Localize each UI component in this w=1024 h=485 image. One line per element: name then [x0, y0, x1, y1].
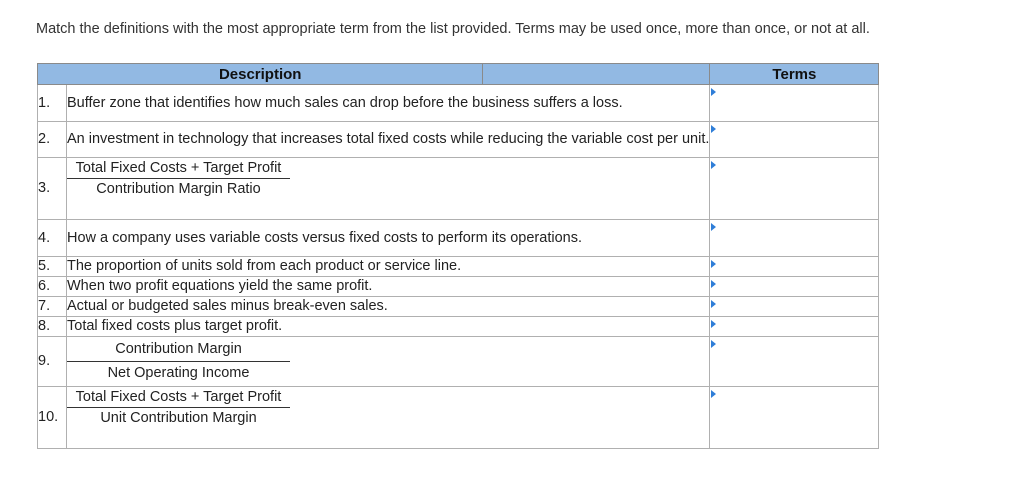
formula-fraction	[67, 387, 290, 429]
description-header: Description	[38, 64, 483, 85]
term-select-9[interactable]	[710, 337, 879, 387]
formula-denominator: Contribution Margin Ratio	[96, 181, 261, 197]
dropdown-marker-icon	[711, 88, 716, 96]
row-description: Actual or budgeted sales minus break-even sales.	[67, 297, 710, 317]
formula-denominator: Net Operating Income	[107, 365, 250, 381]
term-select-6[interactable]	[710, 277, 879, 297]
term-select-8[interactable]	[710, 317, 879, 337]
table-row	[38, 297, 879, 317]
formula-cell-blank	[483, 387, 710, 449]
table-row	[38, 277, 879, 297]
formula-cell	[67, 337, 483, 387]
table-row	[38, 122, 879, 158]
dropdown-marker-icon	[711, 280, 716, 288]
row-description: An investment in technology that increases total fixed costs while reducing the variable cost per unit.	[67, 122, 710, 158]
row-number: 6.	[38, 277, 67, 297]
term-select-5[interactable]	[710, 257, 879, 277]
table-header-row	[38, 64, 879, 85]
formula-denominator: Unit Contribution Margin	[100, 410, 257, 426]
formula-numerator: Total Fixed Costs + Target Profit	[67, 387, 290, 408]
row-number: 2.	[38, 122, 67, 158]
matching-table	[37, 63, 879, 449]
table-row	[38, 220, 879, 257]
term-select-7[interactable]	[710, 297, 879, 317]
row-number: 1.	[38, 85, 67, 122]
formula-fraction	[67, 158, 290, 200]
row-description: Buffer zone that identifies how much sales can drop before the business suffers a loss.	[67, 85, 710, 122]
table-row	[38, 387, 879, 449]
table-row	[38, 337, 879, 387]
table-row	[38, 317, 879, 337]
row-description: The proportion of units sold from each product or service line.	[67, 257, 710, 277]
term-select-2[interactable]	[710, 122, 879, 158]
formula-numerator: Contribution Margin	[67, 337, 290, 362]
row-number: 4.	[38, 220, 67, 257]
formula-cell	[67, 387, 483, 449]
dropdown-marker-icon	[711, 320, 716, 328]
row-number: 8.	[38, 317, 67, 337]
term-select-10[interactable]	[710, 387, 879, 449]
row-description: When two profit equations yield the same profit.	[67, 277, 710, 297]
term-select-3[interactable]	[710, 158, 879, 220]
row-description: How a company uses variable costs versus fixed costs to perform its operations.	[67, 220, 710, 257]
row-number: 3.	[38, 158, 67, 220]
row-description: Total fixed costs plus target profit.	[67, 317, 710, 337]
row-number: 7.	[38, 297, 67, 317]
dropdown-marker-icon	[711, 223, 716, 231]
table-row	[38, 158, 879, 220]
term-select-4[interactable]	[710, 220, 879, 257]
description-header-blank	[483, 64, 710, 85]
row-number: 10.	[38, 387, 67, 449]
instructions-text: Match the definitions with the most appropriate term from the list provided. Terms may be used once, more than once, or not at all.	[36, 21, 870, 37]
formula-cell-blank	[483, 158, 710, 220]
table-row	[38, 85, 879, 122]
dropdown-marker-icon	[711, 340, 716, 348]
formula-cell	[67, 158, 483, 220]
formula-fraction	[67, 337, 290, 386]
terms-header: Terms	[710, 64, 879, 85]
dropdown-marker-icon	[711, 125, 716, 133]
table-row	[38, 257, 879, 277]
dropdown-marker-icon	[711, 260, 716, 268]
row-number: 9.	[38, 337, 67, 387]
dropdown-marker-icon	[711, 161, 716, 169]
formula-cell-blank	[483, 337, 710, 387]
term-select-1[interactable]	[710, 85, 879, 122]
formula-numerator: Total Fixed Costs + Target Profit	[67, 158, 290, 179]
row-number: 5.	[38, 257, 67, 277]
dropdown-marker-icon	[711, 300, 716, 308]
dropdown-marker-icon	[711, 390, 716, 398]
